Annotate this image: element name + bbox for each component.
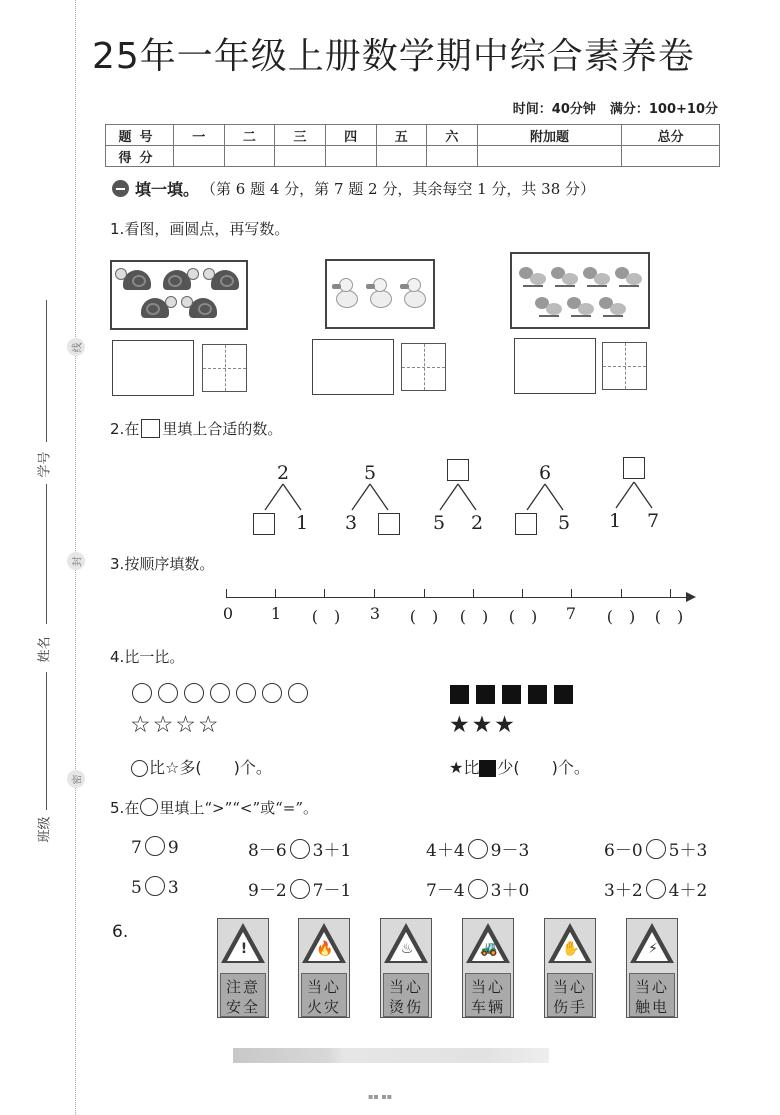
q1-dots-box-2[interactable] [312, 339, 394, 395]
class-line[interactable] [46, 672, 47, 810]
ant-icon [533, 291, 563, 321]
ant-icon [565, 291, 595, 321]
turtle-icon [115, 268, 155, 294]
hollow-star-icon: ☆ [165, 758, 180, 777]
score-cell[interactable] [622, 146, 720, 167]
ant-icon [613, 261, 643, 291]
score-table [105, 124, 720, 167]
q2-number-bond-4: 6 5 [515, 462, 575, 542]
q1-number-grid-3[interactable] [602, 342, 647, 390]
circle-icon [210, 683, 230, 703]
circle-icon [140, 798, 158, 816]
circle-icon [158, 683, 178, 703]
student-id-label: 学号 [37, 451, 53, 478]
turtle-icon [181, 296, 221, 322]
q5-item: 4＋4 9－3 [426, 841, 530, 861]
number-line-blank[interactable]: ( ) [409, 607, 439, 626]
number-line-label: 7 [565, 604, 577, 623]
sign-beware-hand-injury: ✋ 当心 伤手 [544, 918, 596, 1018]
vehicle-icon: 🚜 [480, 941, 498, 957]
sign-caution-safety: ! 注意 安全 [217, 918, 269, 1018]
blurred-footer-watermark [233, 1048, 549, 1063]
q4-left-question: 比☆多( )个。 [131, 755, 272, 778]
q6-prompt: 6. [112, 922, 129, 942]
number-line-tick [324, 589, 325, 597]
margin-stamp-mi: 密 [67, 770, 85, 788]
number-line-label: 3 [369, 604, 381, 623]
turtle-icon [203, 268, 243, 294]
ant-icon [549, 261, 579, 291]
q5-item: 6－0 5＋3 [604, 841, 708, 861]
circle-icon [288, 683, 308, 703]
turtle-icon [137, 296, 177, 322]
score-table-header-row [106, 125, 720, 146]
score-cell[interactable] [427, 146, 478, 167]
ant-icon [597, 291, 627, 321]
number-line-tick [374, 589, 375, 597]
q4-right-question: ★比 少( )个。 [449, 758, 590, 777]
circle-icon [132, 683, 152, 703]
number-line-tick [670, 589, 671, 597]
q2-answer-box[interactable] [378, 512, 400, 535]
scald-icon: ♨ [400, 941, 414, 957]
student-id-line[interactable] [46, 300, 47, 442]
q2-number-bond-1: 2 1 [253, 462, 313, 542]
circle-icon [262, 683, 282, 703]
q4-right-answer[interactable]: 少( )个。 [497, 758, 590, 777]
q5-item: 7－4 3＋0 [426, 881, 530, 901]
score-cell[interactable] [174, 146, 225, 167]
inline-box-icon [141, 419, 160, 438]
score-cell[interactable] [224, 146, 275, 167]
q4-prompt: 4.比一比。 [110, 648, 185, 666]
q1-number-grid-1[interactable] [202, 344, 247, 392]
number-line-tick [522, 589, 523, 597]
section-1-heading [112, 177, 595, 200]
square-icon [554, 685, 573, 704]
hollow-star-icon: ☆ [175, 712, 198, 738]
q3-prompt: 3.按顺序填数。 [110, 555, 215, 573]
compare-circle[interactable] [290, 839, 310, 859]
sign-beware-fire: 🔥 当心 火灾 [298, 918, 350, 1018]
score-cell[interactable] [275, 146, 326, 167]
q1-dots-box-3[interactable] [514, 338, 596, 394]
section-1-title: 填一填。 [135, 180, 200, 199]
score-row-label: 得分 [106, 146, 174, 167]
ant-icon [517, 261, 547, 291]
square-icon [502, 685, 521, 704]
number-line-tick [275, 589, 276, 597]
score-col-1: 一 [174, 125, 225, 146]
compare-circle[interactable] [468, 839, 488, 859]
number-line-blank[interactable]: ( ) [654, 607, 684, 626]
q1-ant-picture [510, 252, 650, 329]
circle-icon [184, 683, 204, 703]
q1-number-grid-2[interactable] [401, 343, 446, 391]
margin-stamp-feng: 封 [67, 552, 85, 570]
compare-circle[interactable] [646, 879, 666, 899]
score-cell[interactable] [325, 146, 376, 167]
number-line-blank[interactable]: ( ) [606, 607, 636, 626]
compare-circle[interactable] [145, 876, 165, 896]
q2-number-bond-2: 5 3 [340, 462, 400, 542]
q4-solid-stars-row [449, 712, 517, 738]
q4-squares-row [450, 681, 580, 706]
hollow-star-icon: ☆ [152, 712, 176, 738]
class-label: 班级 [37, 816, 53, 843]
margin-stamp-xian: 线 [67, 338, 85, 356]
sign-beware-electric-shock: ⚡ 当心 触电 [626, 918, 678, 1018]
circle-icon [236, 683, 256, 703]
fire-icon: 🔥 [316, 941, 334, 957]
name-label: 姓名 [37, 636, 53, 663]
ant-icon [581, 261, 611, 291]
solid-star-icon: ★ [494, 712, 517, 738]
name-line[interactable] [46, 484, 47, 624]
q5-item: 9－2 7－1 [248, 881, 352, 901]
q5-item: 5 3 [131, 878, 179, 898]
score-col-6: 六 [427, 125, 478, 146]
number-line-arrow-icon [686, 592, 696, 602]
number-line-label: 1 [270, 604, 282, 623]
number-line-tick [424, 589, 425, 597]
q5-prompt: 5.在 里填上“>”“<”或“=”。 [110, 799, 319, 817]
hollow-star-icon: ☆ [130, 712, 153, 738]
q1-turtle-picture [110, 260, 248, 330]
turtle-icon [159, 268, 199, 294]
score-col-2: 二 [224, 125, 275, 146]
score-col-3: 三 [275, 125, 326, 146]
q2-number-bond-3: 5 2 [428, 458, 488, 538]
exam-meta [513, 98, 718, 117]
compare-circle[interactable] [646, 839, 666, 859]
q2-answer-box[interactable] [623, 456, 645, 479]
q4-hollow-stars-row [130, 712, 221, 738]
hollow-star-icon: ☆ [197, 712, 221, 738]
score-table-score-row [106, 146, 720, 167]
sign-beware-scald: ♨ 当心 烫伤 [380, 918, 432, 1018]
number-line-tick [473, 589, 474, 597]
square-icon [528, 685, 547, 704]
exam-time: 时间：40分钟 [512, 102, 596, 117]
page-title: 25年一年级上册数学期中综合素养卷 [92, 36, 695, 77]
solid-star-icon: ★ [449, 712, 472, 738]
circle-icon [131, 760, 148, 777]
q1-prompt: 1.看图，画圆点，再写数。 [110, 220, 290, 238]
duck-icon [399, 276, 429, 312]
number-line-axis [226, 597, 688, 598]
q5-item: 8－6 3＋1 [248, 841, 352, 861]
number-line-tick [621, 589, 622, 597]
lightning-icon: ⚡ [648, 941, 658, 957]
hand-injury-icon: ✋ [562, 941, 580, 957]
score-col-bonus: 附加题 [477, 125, 622, 146]
score-cell[interactable] [376, 146, 427, 167]
q2-prompt: 2.在 里填上合适的数。 [110, 420, 283, 438]
exam-full-score: 满分：100+10分 [609, 102, 718, 117]
q2-answer-box[interactable] [515, 512, 537, 535]
q2-answer-box[interactable] [253, 512, 275, 535]
exclamation-icon: ! [240, 941, 248, 957]
q5-item: 3＋2 4＋2 [604, 881, 708, 901]
section-1-note: （第 6 题 4 分，第 7 题 2 分，其余每空 1 分，共 38 分） [201, 180, 596, 198]
page-footer-mark: ▪▪ ▪▪ [368, 1092, 393, 1101]
number-line-blank[interactable]: ( ) [459, 607, 489, 626]
compare-circle[interactable] [290, 879, 310, 899]
score-col-total: 总分 [622, 125, 720, 146]
square-icon [450, 685, 469, 704]
q1-dots-box-1[interactable] [112, 340, 194, 396]
number-line-blank[interactable]: ( ) [508, 607, 538, 626]
number-line-blank[interactable]: ( ) [311, 607, 341, 626]
q1-duck-picture [325, 259, 435, 329]
number-line-tick [571, 589, 572, 597]
q2-answer-box[interactable] [447, 458, 469, 481]
score-col-5: 五 [376, 125, 427, 146]
duck-icon [331, 276, 361, 312]
q4-circles-row [132, 680, 314, 705]
compare-circle[interactable] [468, 879, 488, 899]
square-icon [479, 760, 496, 777]
sign-beware-vehicle: 🚜 当心 车辆 [462, 918, 514, 1018]
number-line-label: 0 [222, 604, 234, 623]
solid-star-icon: ★ [471, 712, 495, 738]
number-line-tick [226, 589, 227, 597]
square-icon [476, 685, 495, 704]
q2-number-bond-5: 1 7 [604, 456, 664, 536]
solid-star-icon: ★ [449, 758, 464, 777]
q5-item: 7 9 [131, 838, 179, 858]
score-col-4: 四 [325, 125, 376, 146]
compare-circle[interactable] [145, 836, 165, 856]
q4-left-answer[interactable]: 多( )个。 [179, 758, 272, 777]
score-cell[interactable] [477, 146, 622, 167]
section-1-badge-icon [112, 180, 129, 197]
score-header-label: 题号 [106, 125, 174, 146]
duck-icon [365, 276, 395, 312]
